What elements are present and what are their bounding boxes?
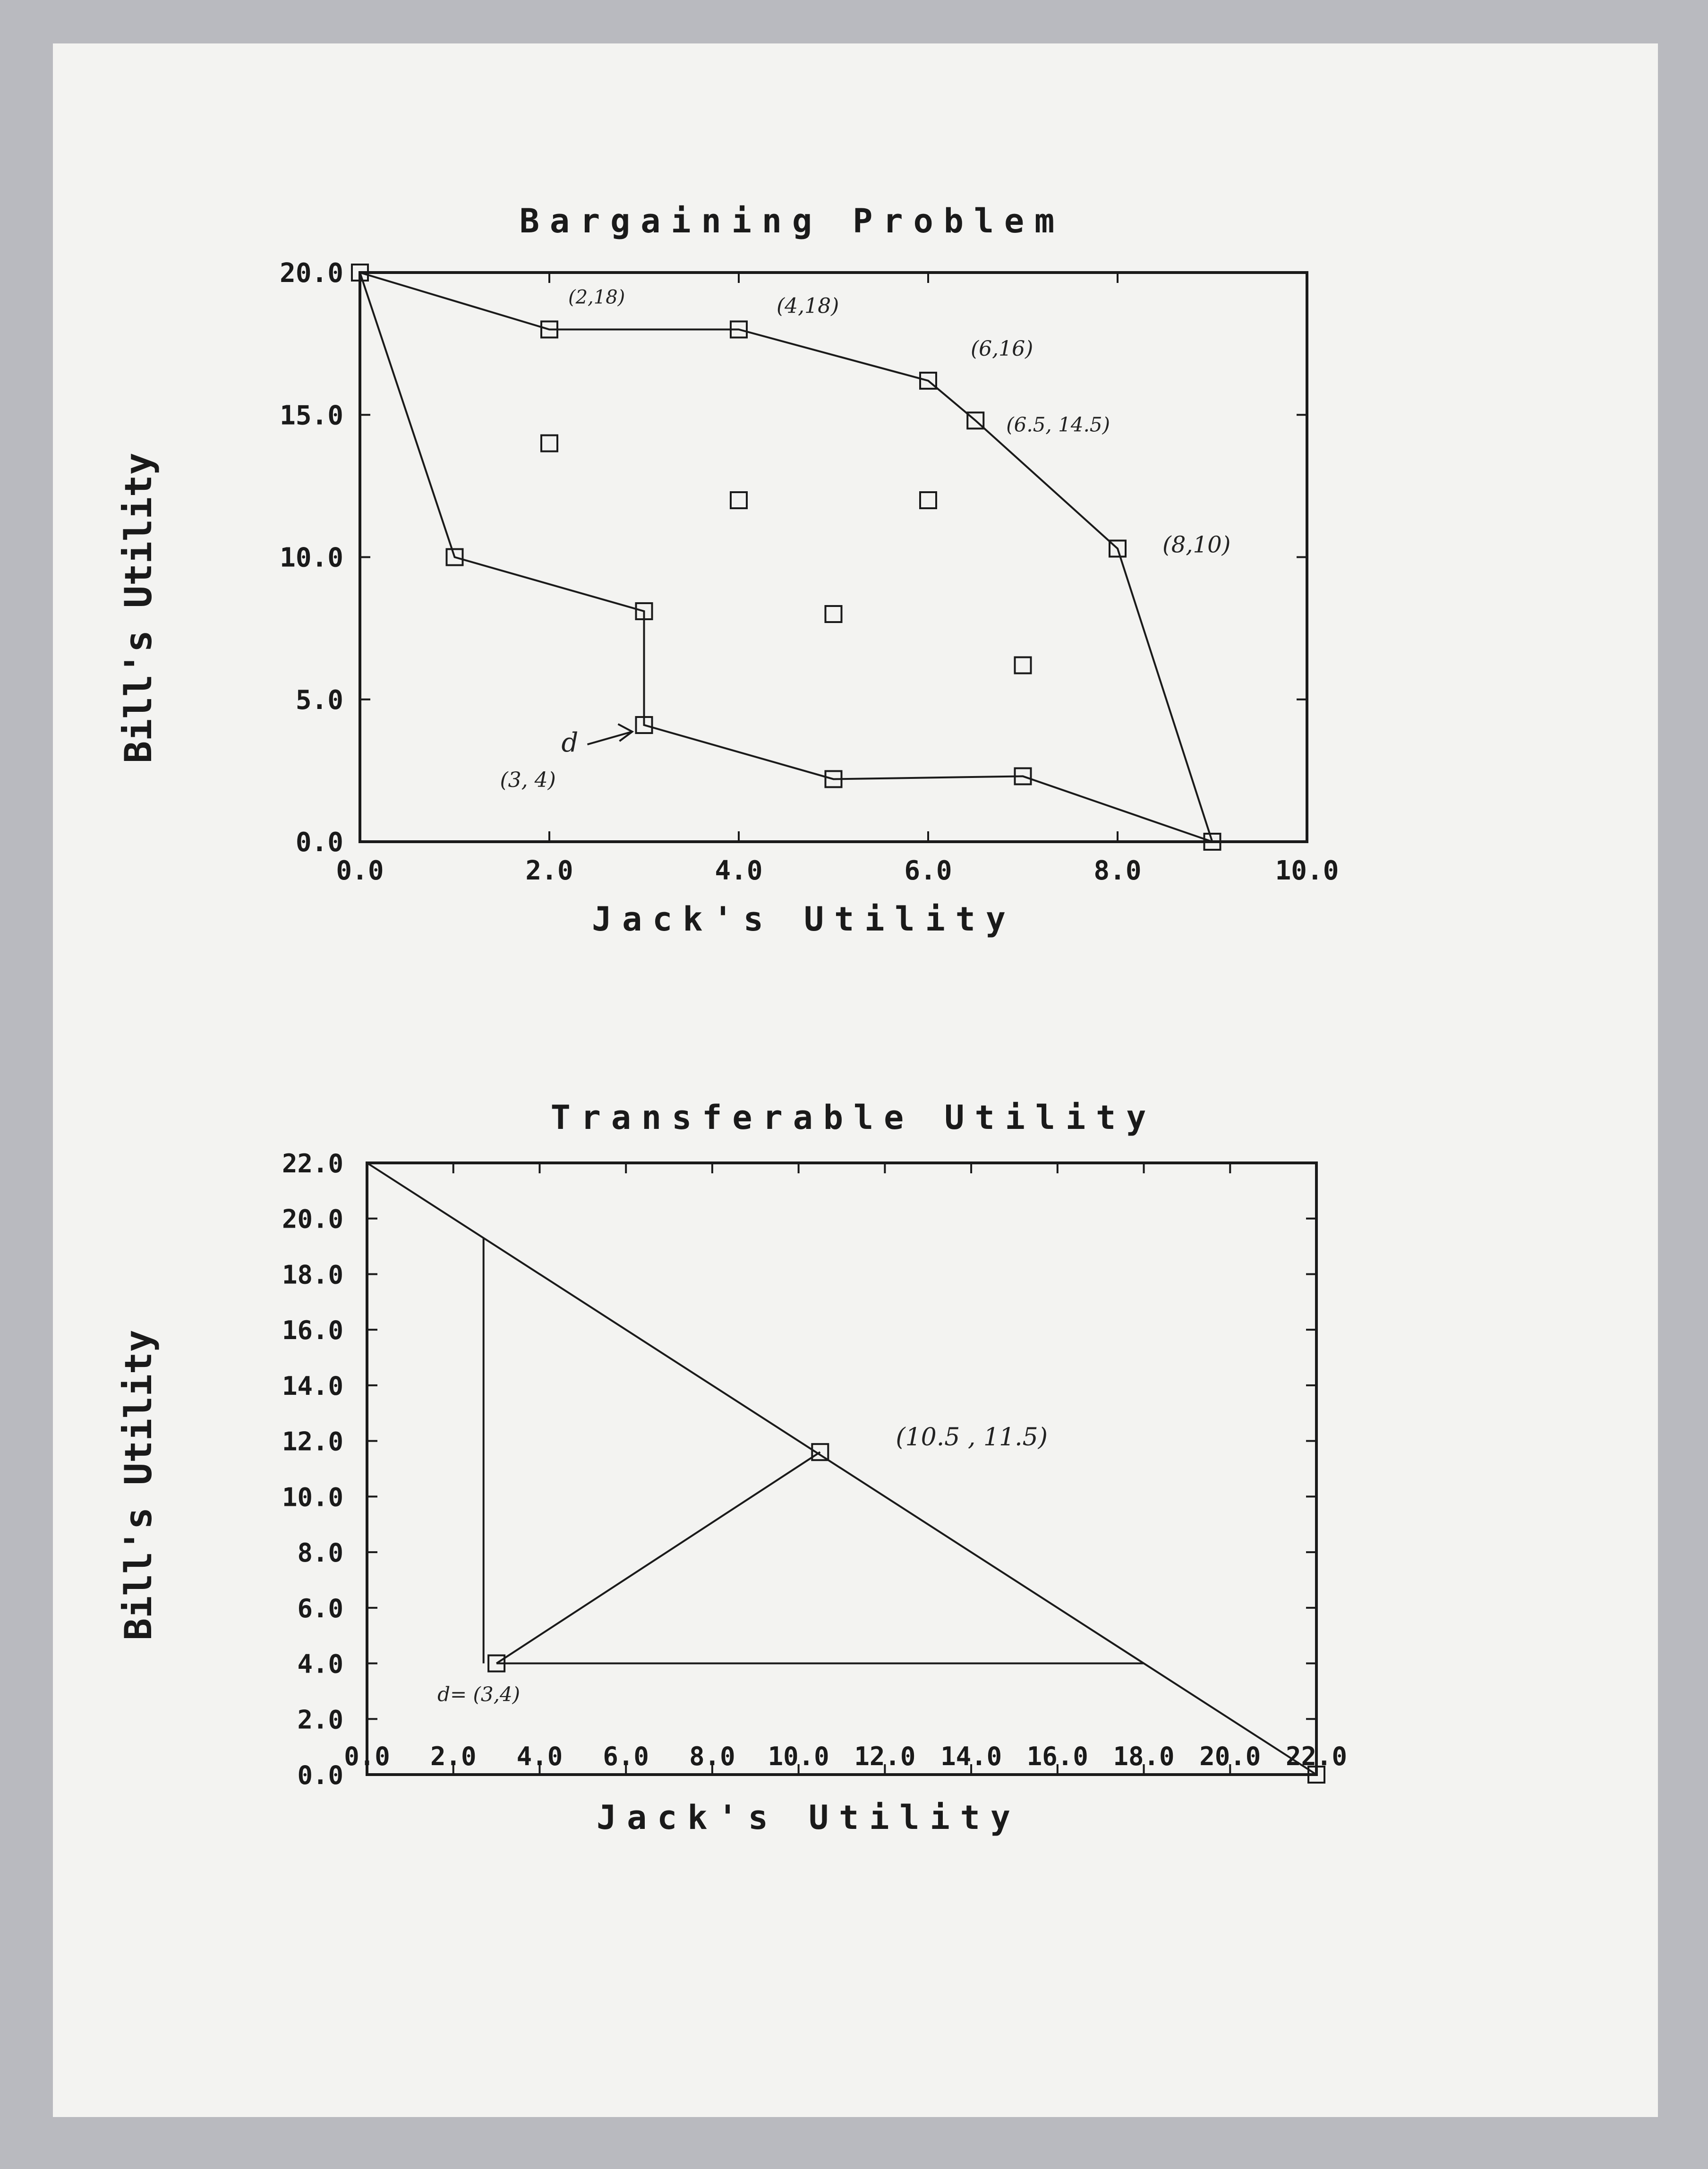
series-line-1 <box>496 1452 820 1663</box>
x-tick-label-1: 2.0 <box>525 855 573 886</box>
y-tick-label-9: 18.0 <box>282 1260 343 1290</box>
chart-title: Transferable Utility <box>550 1098 1157 1137</box>
x-tick-label-2: 4.0 <box>516 1742 563 1771</box>
y-axis-label: Bill's Utility <box>118 1330 160 1640</box>
y-tick-label-1: 2.0 <box>297 1705 343 1735</box>
x-tick-label-2: 4.0 <box>715 855 763 886</box>
x-axis-label: Jack's Utility <box>591 900 1016 939</box>
annotation-0: (2,18) <box>568 286 625 308</box>
y-tick-label-4: 20.0 <box>280 258 343 289</box>
x-tick-label-10: 20.0 <box>1199 1742 1261 1771</box>
annotation-4: (8,10) <box>1162 531 1231 558</box>
y-tick-label-11: 22.0 <box>282 1149 343 1178</box>
bargaining-problem-chart <box>118 202 1339 939</box>
disagreement-arrow <box>588 724 632 744</box>
series-line-0 <box>360 273 1213 842</box>
y-tick-label-3: 15.0 <box>280 400 343 431</box>
x-tick-label-3: 6.0 <box>904 855 952 886</box>
interior-point-2 <box>920 492 936 508</box>
x-axis-label: Jack's Utility <box>596 1798 1021 1837</box>
annotation-1: d= (3,4) <box>437 1682 521 1706</box>
annotation-0: (10.5 , 11.5) <box>896 1423 1048 1452</box>
figure <box>53 43 1658 2117</box>
annotation-6: (3, 4) <box>500 768 556 792</box>
y-tick-label-1: 5.0 <box>295 684 343 716</box>
x-tick-label-4: 8.0 <box>1093 855 1142 886</box>
interior-point-1 <box>731 492 747 508</box>
x-tick-label-5: 10.0 <box>768 1742 829 1771</box>
marker-layer <box>352 265 1221 850</box>
chart-title: Bargaining Problem <box>519 202 1065 240</box>
marker-layer <box>488 1444 1324 1783</box>
x-tick-label-9: 18.0 <box>1113 1742 1175 1771</box>
y-tick-label-8: 16.0 <box>282 1315 343 1346</box>
tick-layer <box>280 258 1339 886</box>
interior-point-3 <box>826 606 842 622</box>
interior-point-4 <box>1015 657 1031 673</box>
x-tick-label-8: 16.0 <box>1026 1742 1088 1771</box>
annotation-layer <box>500 287 1231 793</box>
interior-point-0 <box>541 436 557 452</box>
series-layer <box>360 273 1213 842</box>
y-tick-label-0: 0.0 <box>295 827 343 858</box>
y-tick-label-0: 0.0 <box>297 1760 343 1790</box>
y-tick-label-6: 12.0 <box>282 1426 343 1457</box>
series-line-1 <box>360 273 1213 842</box>
y-tick-label-7: 14.0 <box>282 1371 343 1401</box>
x-tick-label-1: 2.0 <box>430 1742 477 1771</box>
y-axis-label: Bill's Utility <box>118 453 160 763</box>
x-tick-label-7: 14.0 <box>940 1742 1002 1771</box>
x-tick-label-6: 12.0 <box>854 1742 916 1771</box>
y-tick-label-5: 10.0 <box>282 1482 343 1512</box>
x-tick-label-4: 8.0 <box>689 1742 735 1771</box>
x-tick-label-0: 0.0 <box>336 855 384 886</box>
annotation-3: (6.5, 14.5) <box>1006 413 1110 436</box>
y-tick-label-10: 20.0 <box>282 1204 343 1234</box>
paper-sheet <box>53 43 1658 2117</box>
annotation-2: (6,16) <box>971 337 1033 361</box>
transferable-utility-chart <box>118 1098 1347 1837</box>
y-tick-label-4: 8.0 <box>297 1538 343 1568</box>
y-tick-label-3: 6.0 <box>297 1593 343 1623</box>
annotation-5: d <box>561 727 579 758</box>
y-tick-label-2: 10.0 <box>280 542 343 573</box>
x-tick-label-5: 10.0 <box>1275 855 1339 886</box>
x-tick-label-3: 6.0 <box>603 1742 649 1771</box>
annotation-1: (4,18) <box>777 294 839 318</box>
x-tick-label-0: 0.0 <box>344 1742 390 1771</box>
x-tick-label-11: 22.0 <box>1285 1742 1348 1771</box>
y-tick-label-2: 4.0 <box>297 1649 343 1679</box>
